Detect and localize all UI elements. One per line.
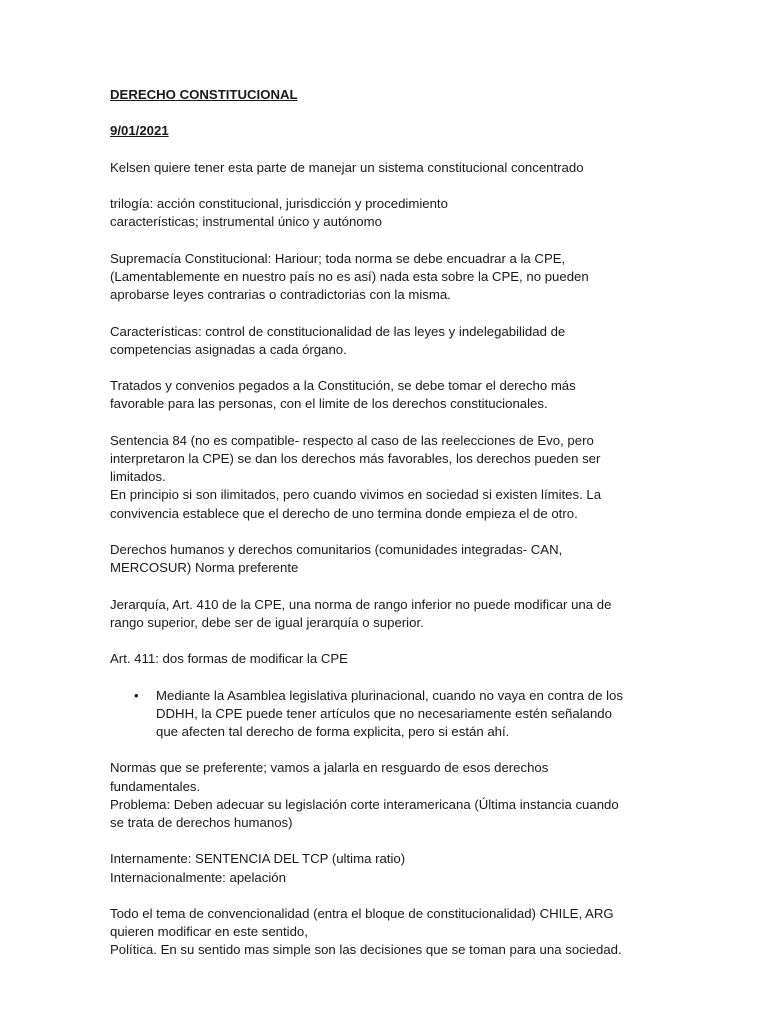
paragraph [110, 650, 670, 668]
bullet-list [110, 687, 670, 742]
bullet-item [110, 687, 670, 742]
paragraph-line: favorable para las personas, con el limite de los derechos constitucionales. [110, 396, 548, 412]
paragraph-line: limitados. [110, 469, 166, 485]
paragraph-line: competencias asignadas a cada órgano. [110, 341, 347, 357]
paragraph-line: Art. 411: dos formas de modificar la CPE [110, 651, 348, 667]
paragraph-line: interpretaron la CPE) se dan los derechos más favorables, los derechos pueden ser [110, 450, 601, 466]
paragraph [110, 759, 670, 832]
paragraph [110, 432, 670, 523]
paragraph-line: Normas que se preferente; vamos a jalarla en resguardo de esos derechos [110, 760, 549, 776]
paragraph-line: Jerarquía, Art. 410 de la CPE, una norma de rango inferior no puede modificar una de [110, 596, 612, 612]
paragraph-line: Características: control de constitucionalidad de las leyes y indelegabilidad de [110, 323, 566, 339]
paragraph-line: quieren modificar en este sentido, [110, 924, 308, 940]
bullet-line: que afecten tal derecho de forma explicita, pero si están ahí. [156, 723, 510, 739]
paragraph [110, 596, 670, 632]
paragraph [110, 195, 670, 231]
paragraph [110, 905, 670, 960]
paragraph-line: fundamentales. [110, 778, 201, 794]
paragraph [110, 323, 670, 359]
paragraph-line: Internamente: SENTENCIA DEL TCP (ultima ratio) [110, 851, 406, 867]
paragraph [110, 541, 670, 577]
paragraph-line: Derechos humanos y derechos comunitarios (comunidades integradas- CAN, [110, 541, 563, 557]
paragraph-line: Política. En su sentido mas simple son las decisiones que se toman para una sociedad. [110, 942, 622, 958]
document-date: 9/01/2021 [110, 123, 169, 139]
document-page [110, 86, 670, 978]
paragraph-line: Internacionalmente: apelación [110, 869, 286, 885]
paragraph [110, 250, 670, 305]
paragraph-line: Todo el tema de convencionalidad (entra el bloque de constitucionalidad) CHILE, ARG [110, 905, 614, 921]
paragraph-line: MERCOSUR) Norma preferente [110, 560, 299, 576]
paragraph-line: rango superior, debe ser de igual jerarquía o superior. [110, 614, 424, 630]
paragraph [110, 850, 670, 886]
paragraph-line: En principio si son ilimitados, pero cuando vivimos en sociedad si existen límites. La [110, 487, 602, 503]
bullet-line: DDHH, la CPE puede tener artículos que no necesariamente estén señalando [156, 705, 612, 721]
paragraph-line: características; instrumental único y autónomo [110, 214, 382, 230]
document-title: DERECHO CONSTITUCIONAL [110, 87, 298, 102]
paragraph-line: (Lamentablemente en nuestro país no es así) nada esta sobre la CPE, no pueden [110, 268, 589, 284]
paragraphs-before-list [110, 159, 670, 669]
paragraph [110, 159, 670, 177]
paragraph-line: Problema: Deben adecuar su legislación corte interamericana (Última instancia cuando [110, 796, 619, 812]
paragraph-line: Supremacía Constitucional: Hariour; toda norma se debe encuadrar a la CPE, [110, 250, 566, 266]
paragraph-line: trilogía: acción constitucional, jurisdicción y procedimiento [110, 196, 448, 212]
paragraph-line: Tratados y convenios pegados a la Constitución, se debe tomar el derecho más [110, 378, 576, 394]
bullet-text [156, 687, 670, 742]
paragraph-line: se trata de derechos humanos) [110, 814, 293, 830]
bullet-icon: • [134, 687, 139, 703]
paragraphs-after-list [110, 759, 670, 959]
bullet-line: Mediante la Asamblea legislativa plurinacional, cuando no vaya en contra de los [156, 687, 623, 703]
paragraph-line: Kelsen quiere tener esta parte de manejar un sistema constitucional concentrado [110, 159, 584, 175]
paragraph-line: aprobarse leyes contrarias o contradictorias con la misma. [110, 287, 451, 303]
paragraph-line: convivencia establece que el derecho de uno termina donde empieza el de otro. [110, 505, 578, 521]
paragraph [110, 377, 670, 413]
paragraph-line: Sentencia 84 (no es compatible- respecto al caso de las reelecciones de Evo, pero [110, 432, 594, 448]
